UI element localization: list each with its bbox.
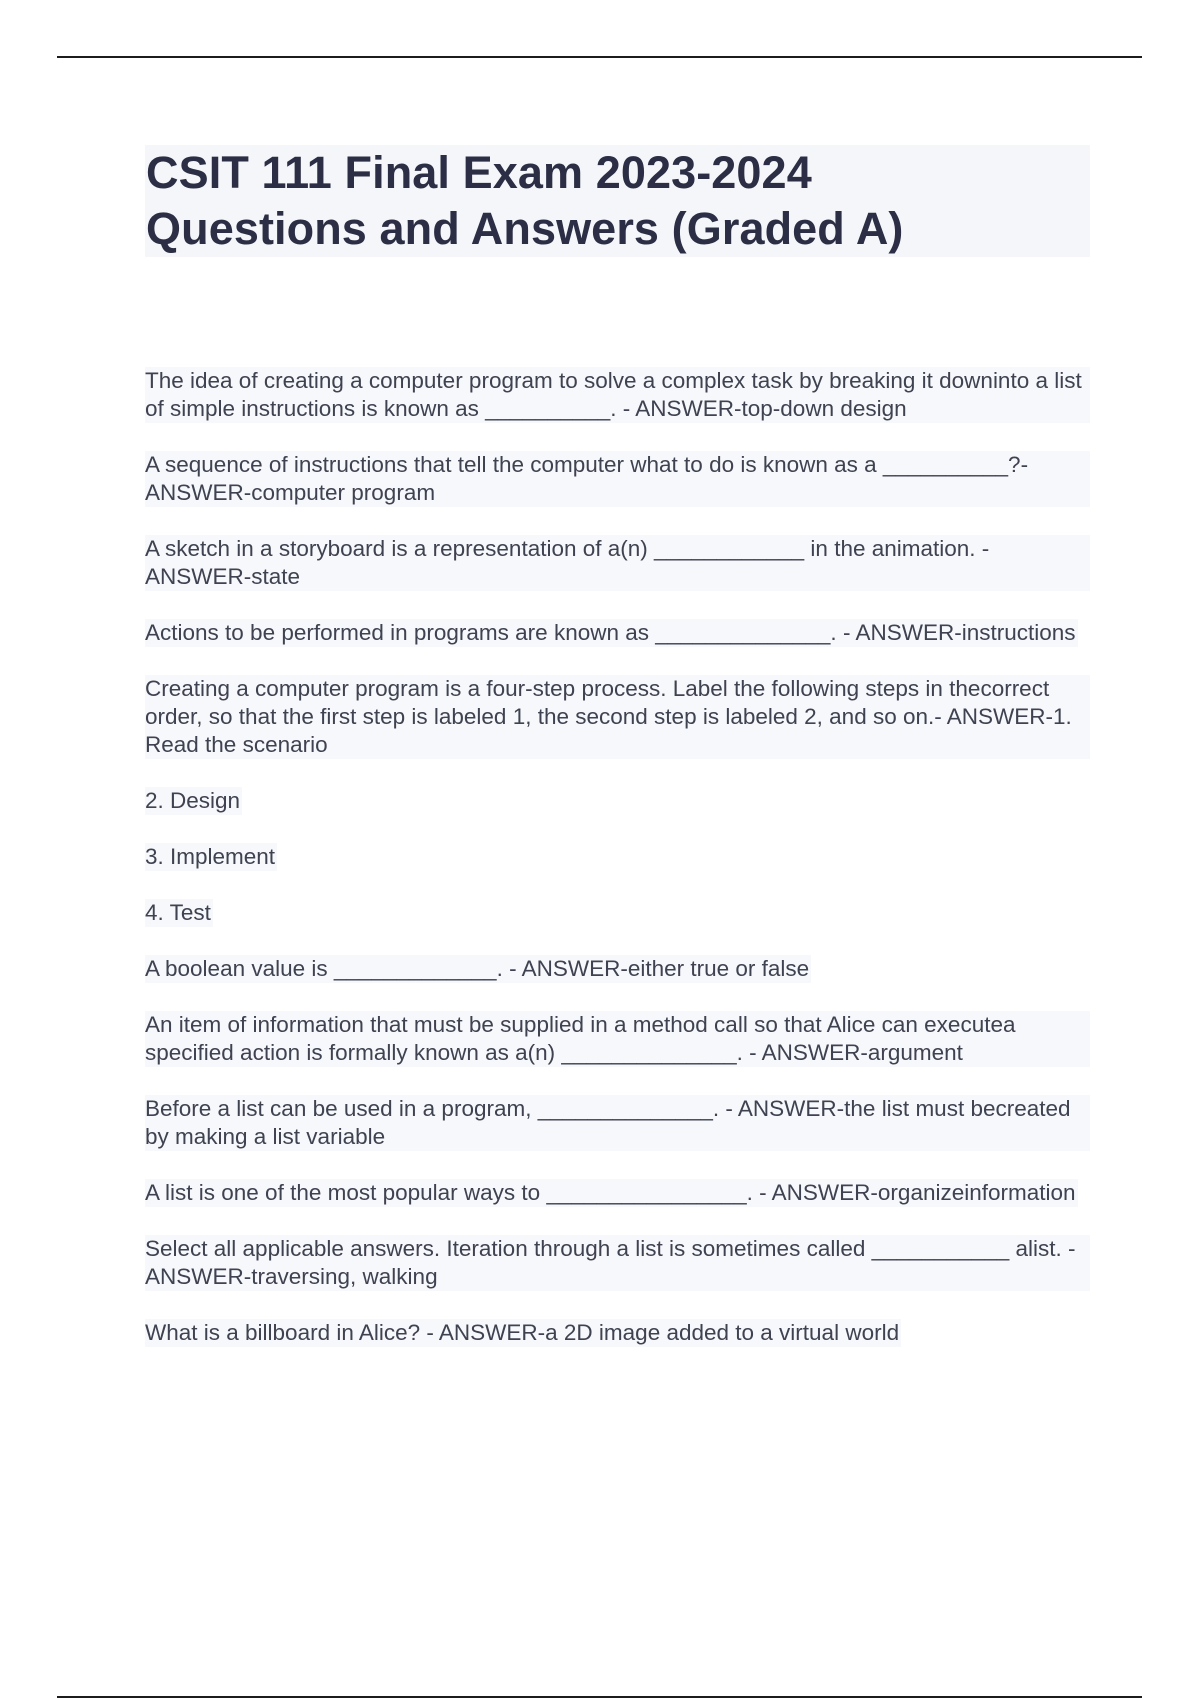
- qa-line: A list is one of the most popular ways to ________________. - ANSWER-organize: [145, 1180, 965, 1205]
- qa-line: A sequence of instructions that tell the computer what to do is known as a __________?: [145, 452, 1021, 477]
- qa-line: instructions: [961, 620, 1076, 645]
- qa-item: [145, 451, 1090, 507]
- qa-line: Before a list can be used in a program, ______________. - ANSWER-the list must be: [145, 1096, 996, 1121]
- qa-line: A sketch in a storyboard is a representation of a(n) ____________ in the animation. -: [145, 536, 990, 561]
- qa-item: [145, 1235, 1090, 1291]
- qa-item: [145, 1319, 901, 1347]
- qa-line: 2. Design: [145, 788, 241, 813]
- qa-item: [145, 367, 1090, 423]
- qa-line: Actions to be performed in programs are known as ______________. - ANSWER-: [145, 620, 962, 645]
- qa-line: What is a billboard in Alice? - ANSWER-a 2D image added to a virtual world: [145, 1320, 900, 1345]
- qa-line: Creating a computer program is a four-step process. Label the following steps in the: [145, 676, 981, 701]
- qa-item: [145, 1011, 1090, 1067]
- qa-item: [145, 1095, 1090, 1151]
- qa-line: 4. Test: [145, 900, 211, 925]
- qa-line: - ANSWER-1. Read the scenario: [145, 704, 1079, 757]
- qa-line: 3. Implement: [145, 844, 276, 869]
- bottom-rule: [57, 1696, 1142, 1698]
- qa-line: into a list of simple instructions is known as __________. - ANSWER-top-down design: [145, 368, 1088, 421]
- qa-line: An item of information that must be supplied in a method call so that Alice can execute: [145, 1012, 1003, 1037]
- title-line-2: Questions and Answers (Graded A): [146, 203, 904, 254]
- qa-item: [145, 787, 242, 815]
- top-rule: [57, 56, 1142, 58]
- qa-list: [145, 367, 1090, 1375]
- title-line-1: CSIT 111 Final Exam 2023-2024: [146, 147, 812, 198]
- qa-line: - ANSWER-computer program: [145, 452, 1034, 505]
- qa-item: [145, 1179, 1078, 1207]
- qa-line: information: [964, 1180, 1076, 1205]
- qa-item: [145, 955, 811, 983]
- page-title: [145, 145, 1090, 257]
- qa-line: A boolean value is _____________. - ANSWER-either true or false: [145, 956, 810, 981]
- qa-item: [145, 619, 1078, 647]
- qa-line: correct order, so that the first step is labeled 1, the second step is labeled 2, and so on.: [145, 676, 1056, 729]
- title-block: [145, 145, 1090, 257]
- qa-line: created by making a list variable: [145, 1096, 1077, 1149]
- qa-item: [145, 535, 1090, 591]
- qa-line: ANSWER-state: [145, 564, 301, 589]
- qa-line: The idea of creating a computer program to solve a complex task by breaking it down: [145, 368, 993, 393]
- qa-line: a specified action is formally known as a(n) ______________. - ANSWER-argument: [145, 1012, 1022, 1065]
- qa-item: [145, 899, 213, 927]
- qa-line: list. - ANSWER-traversing, walking: [145, 1236, 1081, 1289]
- qa-line: Select all applicable answers. Iteration through a list is sometimes called ___________ a: [145, 1236, 1029, 1261]
- qa-item: [145, 843, 277, 871]
- qa-item: [145, 675, 1090, 759]
